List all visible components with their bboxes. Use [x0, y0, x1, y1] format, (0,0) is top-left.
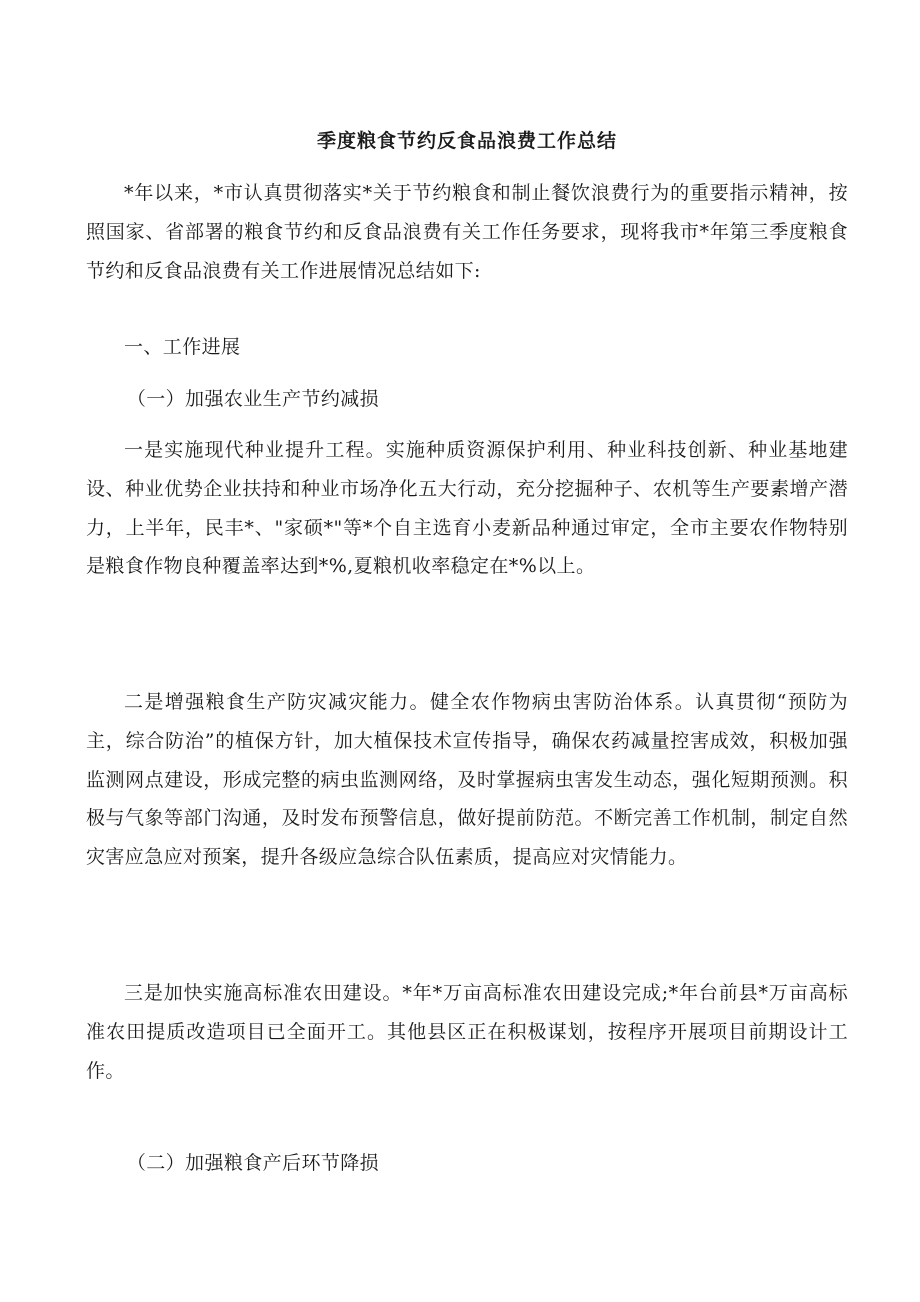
document-title: 季度粮食节约反食品浪费工作总结: [316, 130, 617, 152]
paragraph-disaster-prevention: 二是增强粮食生产防灾减灾能力。健全农作物病虫害防治体系。认真贯彻“预防为主，综合防治”的植保方针，加大植保技术宣传指导，确保农药减量控害成效，积极加强监测网点建设，形成完整的病虫监测网络，及时掌握病虫害发生动态，强化短期预测。积极与气象等部门沟通，及时发布预警信息，做好提前防范。不断完善工作机制，制定自然灾害应急应对预案，提升各级应急综合队伍素质，提高应对灾情能力。: [86, 691, 848, 869]
intro-paragraph: *年以来，*市认真贯彻落实*关于节约粮食和制止餐饮浪费行为的重要指示精神，按照国家、省部署的粮食节约和反食品浪费有关工作任务要求，现将我市*年第三季度粮食节约和反食品浪费有关工作进展情况总结如下:: [86, 182, 848, 282]
paragraph-seed-industry: 一是实施现代种业提升工程。实施种质资源保护利用、种业科技创新、种业基地建设、种业优势企业扶持和种业市场净化五大行动，充分挖掘种子、农机等生产要素增产潜力，上半年，民丰*、"家硕*"等*个自主选育小麦新品种通过审定，全市主要农作物特别是粮食作物良种覆盖率达到*%,夏粮机收率稳定在*%以上。: [86, 439, 848, 578]
section-heading-work-progress: 一、工作进展: [124, 336, 241, 358]
paragraph-farmland-construction: 三是加快实施高标准农田建设。*年*万亩高标准农田建设完成;*年台前县*万亩高标准农田提质改造项目已全面开工。其他县区正在积极谋划，按程序开展项目前期设计工作。: [86, 982, 848, 1082]
subsection-heading-postharvest-loss: （二）加强粮食产后环节降损: [126, 1152, 380, 1174]
subsection-heading-production-saving: （一）加强农业生产节约减损: [126, 388, 380, 410]
